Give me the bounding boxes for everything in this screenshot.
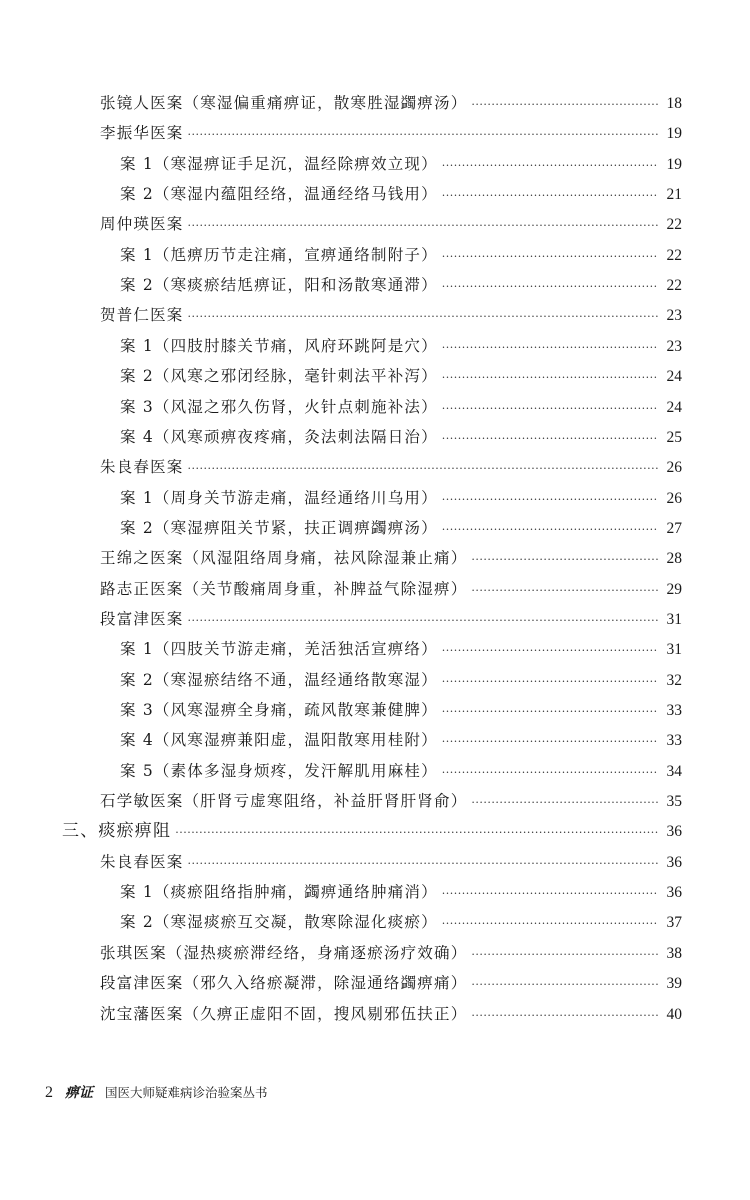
toc-entry-page: 22 bbox=[666, 216, 682, 234]
series-title: 国医大师疑难病诊治验案丛书 bbox=[105, 1085, 268, 1100]
toc-entry bbox=[100, 788, 682, 814]
toc-entry-page: 25 bbox=[666, 428, 682, 446]
toc-entry bbox=[100, 1001, 682, 1027]
dot-leader bbox=[188, 304, 658, 330]
toc-entry-page: 35 bbox=[666, 793, 682, 811]
toc-subentry bbox=[120, 242, 682, 268]
dot-leader bbox=[188, 213, 658, 239]
toc-entry bbox=[100, 970, 682, 996]
toc-entry-page: 22 bbox=[666, 277, 682, 295]
dot-leader bbox=[188, 456, 658, 482]
toc-entry-page: 21 bbox=[666, 186, 682, 204]
dot-leader bbox=[442, 911, 658, 937]
toc-entry-title: 李振华医案 bbox=[100, 124, 184, 143]
dot-leader bbox=[471, 1003, 658, 1029]
toc-entry-title: 王绵之医案（风湿阻络周身痛，祛风除湿兼止痛） bbox=[100, 549, 468, 568]
dot-leader bbox=[442, 517, 658, 543]
dot-leader bbox=[442, 760, 658, 786]
toc-subentry bbox=[120, 485, 682, 511]
toc-entry-title: 案 4（风寒顽痹夜疼痛，灸法刺法隔日治） bbox=[120, 427, 438, 446]
toc-entry-title: 段富津医案（邪久入络瘀凝滞，除湿通络蠲痹痛） bbox=[100, 974, 468, 993]
toc-entry-title: 案 4（风寒湿痹兼阳虚，温阳散寒用桂附） bbox=[120, 731, 438, 750]
toc-entry-page: 37 bbox=[666, 914, 682, 932]
toc-entry-page: 31 bbox=[666, 610, 682, 628]
dot-leader bbox=[188, 122, 658, 148]
toc-entry-page: 29 bbox=[666, 580, 682, 598]
toc-subentry bbox=[120, 758, 682, 784]
toc-subentry bbox=[120, 879, 682, 905]
toc-entry-title: 三、痰瘀痹阻 bbox=[62, 821, 172, 842]
toc-entry bbox=[100, 545, 682, 571]
toc-entry-title: 案 3（风湿之邪久伤肾，火针点刺施补法） bbox=[120, 397, 438, 416]
toc-subentry bbox=[120, 515, 682, 541]
dot-leader bbox=[442, 638, 658, 664]
toc-entry-title: 案 1（寒湿痹证手足沉，温经除痹效立现） bbox=[120, 154, 438, 173]
dot-leader bbox=[442, 274, 658, 300]
toc-subentry bbox=[120, 697, 682, 723]
toc-entry-page: 31 bbox=[666, 641, 682, 659]
dot-leader bbox=[471, 942, 658, 968]
toc-entry-page: 23 bbox=[666, 307, 682, 325]
toc-entry-page: 19 bbox=[666, 125, 682, 143]
dot-leader bbox=[442, 699, 658, 725]
dot-leader bbox=[471, 547, 658, 573]
dot-leader bbox=[442, 426, 658, 452]
toc-entry-title: 案 3（风寒湿痹全身痛，疏风散寒兼健脾） bbox=[120, 701, 438, 719]
toc-entry bbox=[100, 90, 682, 116]
dot-leader bbox=[442, 335, 658, 361]
toc-entry-title: 案 1（周身关节游走痛，温经通络川乌用） bbox=[120, 488, 438, 507]
toc-subentry bbox=[120, 394, 682, 420]
toc-entry-page: 33 bbox=[666, 702, 682, 719]
page-number: 2 bbox=[45, 1084, 53, 1101]
toc-entry-title: 案 2（寒湿内蕴阻经络，温通经络马钱用） bbox=[120, 185, 438, 204]
dot-leader bbox=[442, 244, 658, 270]
toc-entry-page: 23 bbox=[666, 337, 682, 355]
toc-entry-title: 周仲瑛医案 bbox=[100, 215, 184, 234]
toc-entry bbox=[100, 606, 682, 632]
toc-subentry bbox=[120, 363, 682, 389]
toc-entry-page: 26 bbox=[666, 459, 682, 477]
toc-entry-page: 36 bbox=[666, 823, 682, 841]
toc-entry-title: 段富津医案 bbox=[100, 609, 184, 628]
dot-leader bbox=[442, 183, 658, 209]
toc-entry-page: 28 bbox=[666, 550, 682, 568]
dot-leader bbox=[442, 396, 658, 422]
toc-subentry bbox=[120, 333, 682, 359]
toc-subentry bbox=[120, 181, 682, 207]
toc-entry-page: 40 bbox=[666, 1005, 682, 1023]
dot-leader bbox=[442, 487, 658, 513]
dot-leader bbox=[471, 972, 658, 998]
toc-subentry bbox=[120, 727, 682, 753]
toc-entry-page: 39 bbox=[666, 975, 682, 993]
dot-leader bbox=[442, 153, 658, 179]
dot-leader bbox=[188, 608, 658, 634]
toc-entry-page: 24 bbox=[666, 398, 682, 416]
dot-leader bbox=[442, 881, 658, 907]
dot-leader bbox=[188, 851, 658, 877]
toc-entry-page: 34 bbox=[666, 762, 682, 780]
toc-entry-title: 案 1（四肢关节游走痛，羌活独活宣痹络） bbox=[120, 640, 438, 659]
toc-entry bbox=[100, 302, 682, 328]
toc-entry-title: 案 5（素体多湿身烦疼，发汗解肌用麻桂） bbox=[120, 761, 438, 780]
toc-entry-page: 19 bbox=[666, 155, 682, 173]
toc-entry-title: 案 2（寒湿痰瘀互交凝，散寒除湿化痰瘀） bbox=[120, 913, 438, 932]
toc-entry-title: 朱良春医案 bbox=[100, 458, 184, 477]
toc-entry-title: 案 1（尪痹历节走注痛，宣痹通络制附子） bbox=[120, 245, 438, 264]
toc-entry-title: 沈宝藩医案（久痹正虚阳不固，搜风剔邪伍扶正） bbox=[100, 1004, 468, 1023]
toc-entry-title: 路志正医案（关节酸痛周身重，补脾益气除湿痹） bbox=[100, 579, 468, 598]
toc-entry-title: 张镜人医案（寒湿偏重痛痹证，散寒胜湿蠲痹汤） bbox=[100, 94, 468, 112]
toc-entry-page: 36 bbox=[666, 884, 682, 902]
toc-subentry bbox=[120, 909, 682, 935]
toc-entry bbox=[100, 576, 682, 602]
toc-entry-page: 32 bbox=[666, 671, 682, 689]
toc-entry bbox=[100, 120, 682, 146]
toc-subentry bbox=[120, 636, 682, 662]
toc-entry-page: 24 bbox=[666, 368, 682, 386]
dot-leader bbox=[471, 578, 658, 604]
toc-entry-page: 38 bbox=[666, 944, 682, 962]
toc-entry-page: 18 bbox=[666, 95, 682, 112]
dot-leader bbox=[175, 820, 658, 846]
toc-entry-title: 朱良春医案 bbox=[100, 852, 184, 871]
toc-subentry bbox=[120, 424, 682, 450]
toc-entry-title: 案 2（寒湿瘀结络不通，温经通络散寒湿） bbox=[120, 670, 438, 689]
dot-leader bbox=[471, 790, 658, 816]
toc-entry-page: 26 bbox=[666, 489, 682, 507]
toc-subentry bbox=[120, 667, 682, 693]
page-footer bbox=[45, 1082, 268, 1102]
toc-entry bbox=[100, 211, 682, 237]
toc-entry-title: 贺普仁医案 bbox=[100, 306, 184, 325]
dot-leader bbox=[442, 729, 658, 755]
dot-leader bbox=[442, 365, 658, 391]
toc-entry bbox=[100, 849, 682, 875]
toc-entry-title: 案 1（痰瘀阻络指肿痛，蠲痹通络肿痛消） bbox=[120, 883, 438, 902]
toc-entry-title: 案 2（风寒之邪闭经脉，毫针刺法平补泻） bbox=[120, 367, 438, 386]
toc-entry-page: 36 bbox=[666, 853, 682, 871]
toc-entry-title: 案 2（寒痰瘀结尪痹证，阳和汤散寒通滞） bbox=[120, 276, 438, 295]
toc-entry-page: 33 bbox=[666, 732, 682, 750]
toc-section-heading bbox=[62, 818, 682, 844]
toc-entry-title: 张琪医案（湿热痰瘀滞经络，身痛逐瘀汤疗效确） bbox=[100, 943, 468, 962]
dot-leader bbox=[471, 92, 658, 118]
toc-entry-title: 案 1（四肢肘膝关节痛，风府环跳阿是穴） bbox=[120, 336, 438, 355]
toc-entry-page: 22 bbox=[666, 246, 682, 264]
toc-entry-title: 案 2（寒湿痹阻关节紧，扶正调痹蠲痹汤） bbox=[120, 518, 438, 537]
toc-entry bbox=[100, 940, 682, 966]
toc-entry-page: 27 bbox=[666, 519, 682, 537]
toc-subentry bbox=[120, 151, 682, 177]
toc-entry-title: 石学敏医案（肝肾亏虚寒阻络，补益肝肾肝肾俞） bbox=[100, 792, 468, 811]
toc-entry bbox=[100, 454, 682, 480]
toc-subentry bbox=[120, 272, 682, 298]
dot-leader bbox=[442, 669, 658, 695]
book-title: 痹证 bbox=[65, 1085, 93, 1101]
